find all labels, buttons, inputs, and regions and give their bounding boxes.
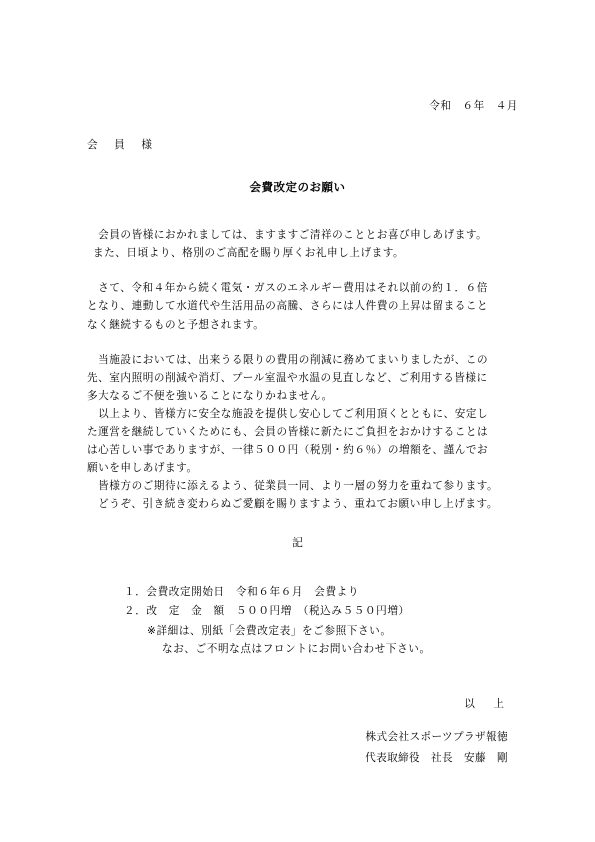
body-line: た運営を継続していくためにも、会員の皆様に新たにご負担をおかけすることは — [87, 426, 489, 438]
body-line: 当施設においては、出来うる限りの費用の削減に務めてまいりましたが、この — [87, 354, 489, 366]
note-details: ※詳細は、別紙「会費改定表」をご参照下さい。 — [147, 625, 392, 637]
note-inquiry: なお、ご不明な点はフロントにお問い合わせ下さい。 — [162, 643, 431, 655]
item-start-date: １．会費改定開始日 令和６年６月 会費より — [124, 586, 360, 598]
representative: 代表取締役 社長 安藤 剛 — [365, 752, 508, 764]
body-line: となり、連動して水道代や生活用品の高騰、さらには人件費の上昇は留まること — [87, 300, 489, 312]
item-amount: ２．改 定 金 額 ５００円増 （税込み５５０円増） — [124, 605, 410, 617]
body-line: 願いを申しあげます。 — [87, 462, 198, 474]
document-title: 会費改定のお願い — [249, 180, 346, 194]
body-line: また、日頃より、格別のご高配を賜り厚くお礼申し上げます。 — [93, 247, 405, 259]
date: 令和 ６年 ４月 — [429, 100, 518, 112]
ki-heading: 記 — [292, 537, 303, 549]
company-name: 株式会社スポーツプラザ報徳 — [365, 731, 508, 743]
closing-ijou: 以 上 — [464, 698, 508, 710]
body-line: どうぞ、引き続き変わらぬご愛顧を賜りますよう、重ねてお願い申し上げます。 — [87, 498, 498, 510]
body-line: さて、令和４年から続く電気・ガスのエネルギー費用はそれ以前の約１．６倍 — [87, 282, 488, 294]
addressee: 会 員 様 — [87, 139, 155, 151]
body-line: 先、室内照明の削減や消灯、プール室温や水温の見直しなど、ご利用する皆様に — [87, 372, 488, 384]
body-line: 会員の皆様におかれましては、ますますご清祥のこととお喜び申しあげます。 — [87, 229, 488, 241]
body-line: は心苦しい事でありますが、一律５００円（税別・約６％）の増額を、謹んでお — [87, 444, 489, 456]
body-line: なく継続するものと予想されます。 — [87, 319, 265, 331]
body-line: 多大なるご不便を強いることになりかねません。 — [87, 390, 333, 402]
body-line: 以上より、皆様方に安全な施設を提供し安心してご利用頂くとともに、安定し — [87, 408, 489, 420]
body-line: 皆様方のご期待に添えるよう、従業員一同、より一層の努力を重ねて参ります。 — [87, 480, 499, 492]
